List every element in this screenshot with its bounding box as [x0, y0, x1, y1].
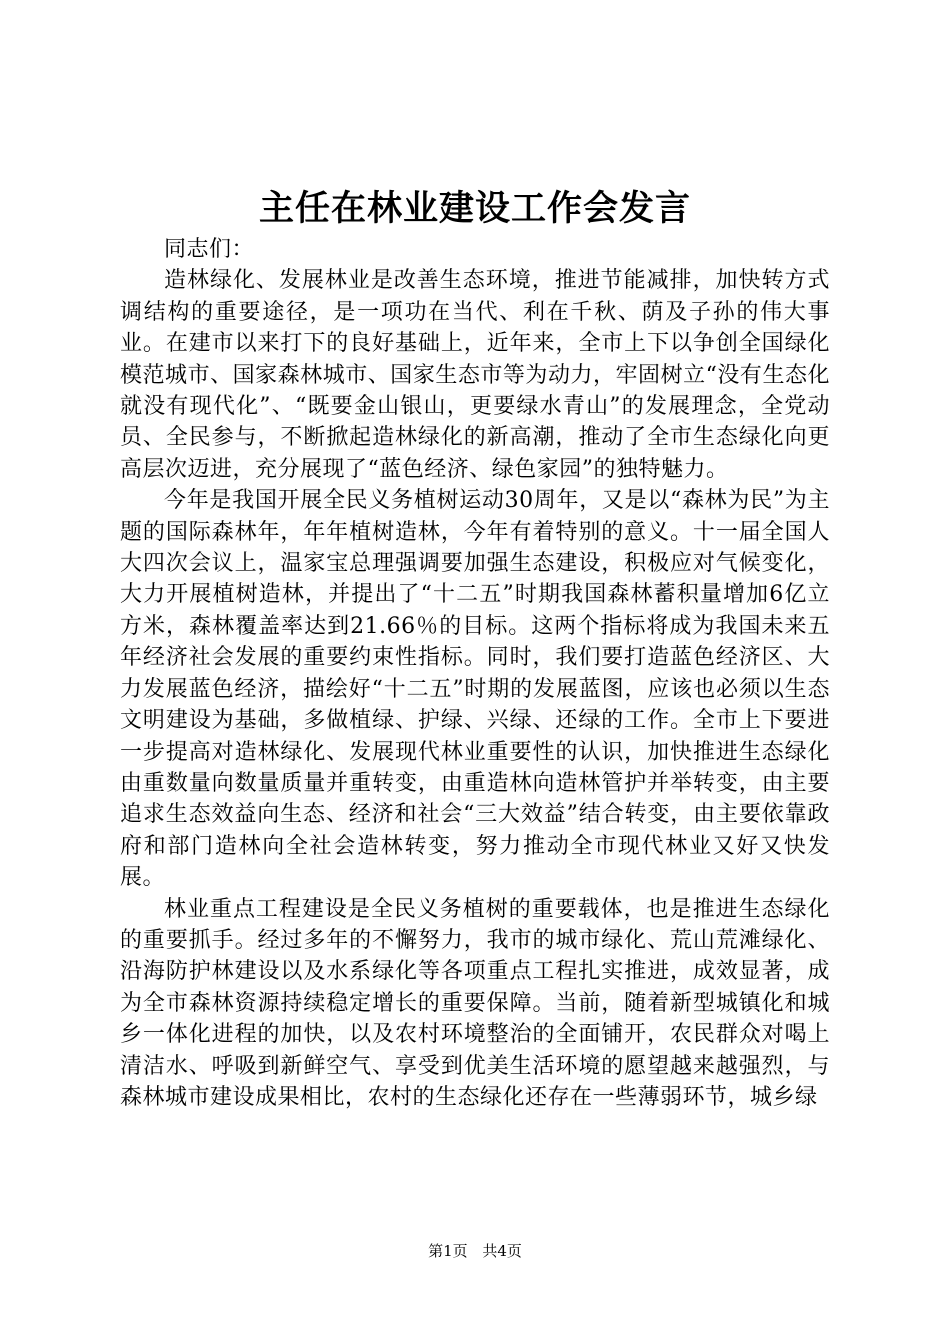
paragraph-3: 林业重点工程建设是全民义务植树的重要载体，也是推进生态绿化的重要抓手。经过多年的不懈努力，我市的城市绿化、荒山荒滩绿化、沿海防护林建设以及水系绿化等各项重点工程扎实推进，成效显著，成为全市森林资源持续稳定增长的重要保障。当前，随着新型城镇化和城乡一体化进程的加快，以及农村环境整治的全面铺开，农民群众对喝上清洁水、呼吸到新鲜空气、享受到优美生活环境的愿望越来越强烈，与森林城市建设成果相比，农村的生态绿化还存在一些薄弱环节，城乡绿 — [120, 896, 830, 1110]
page-footer — [0, 1241, 950, 1261]
salutation: 同志们： — [164, 237, 255, 262]
paragraph-1: 造林绿化、发展林业是改善生态环境，推进节能减排，加快转方式调结构的重要途径，是一项功在当代、利在千秋、荫及子孙的伟大事业。在建市以来打下的良好基础上，近年来，全市上下以争创全国绿化模范城市、国家森林城市、国家生态市等为动力，牢固树立“没有生态化就没有现代化”、“既要金山银山，更要绿水青山”的发展理念，全党动员、全民参与，不断掀起造林绿化的新高潮，推动了全市生态绿化向更高层次迈进，充分展现了“蓝色经济、绿色家园”的独特魅力。 — [120, 268, 830, 482]
page-total: 共4页 — [482, 1242, 522, 1260]
page-number: 第1页 — [428, 1242, 468, 1260]
paragraph-2: 今年是我国开展全民义务植树运动30周年，又是以“森林为民”为主题的国际森林年，年年植树造林，今年有着特别的意义。十一届全国人大四次会议上，温家宝总理强调要加强生态建设，积极应对气候变化，大力开展植树造林，并提出了“十二五”时期我国森林蓄积量增加6亿立方米，森林覆盖率达到21.66％的目标。这两个指标将成为我国未来五年经济社会发展的重要约束性指标。同时，我们要打造蓝色经济区、大力发展蓝色经济，描绘好“十二五”时期的发展蓝图，应该也必须以生态文明建设为基础，多做植绿、护绿、兴绿、还绿的工作。全市上下要进一步提高对造林绿化、发展现代林业重要性的认识，加快推进生态绿化由重数量向数量质量并重转变，由重造林向造林管护并举转变，由主要追求生态效益向生态、经济和社会“三大效益”结合转变，由主要依靠政府和部门造林向全社会造林转变，努力推动全市现代林业又好又快发展。 — [120, 488, 830, 891]
document-title: 主任在林业建设工作会发言 — [258, 188, 691, 229]
document-body — [120, 234, 830, 1113]
